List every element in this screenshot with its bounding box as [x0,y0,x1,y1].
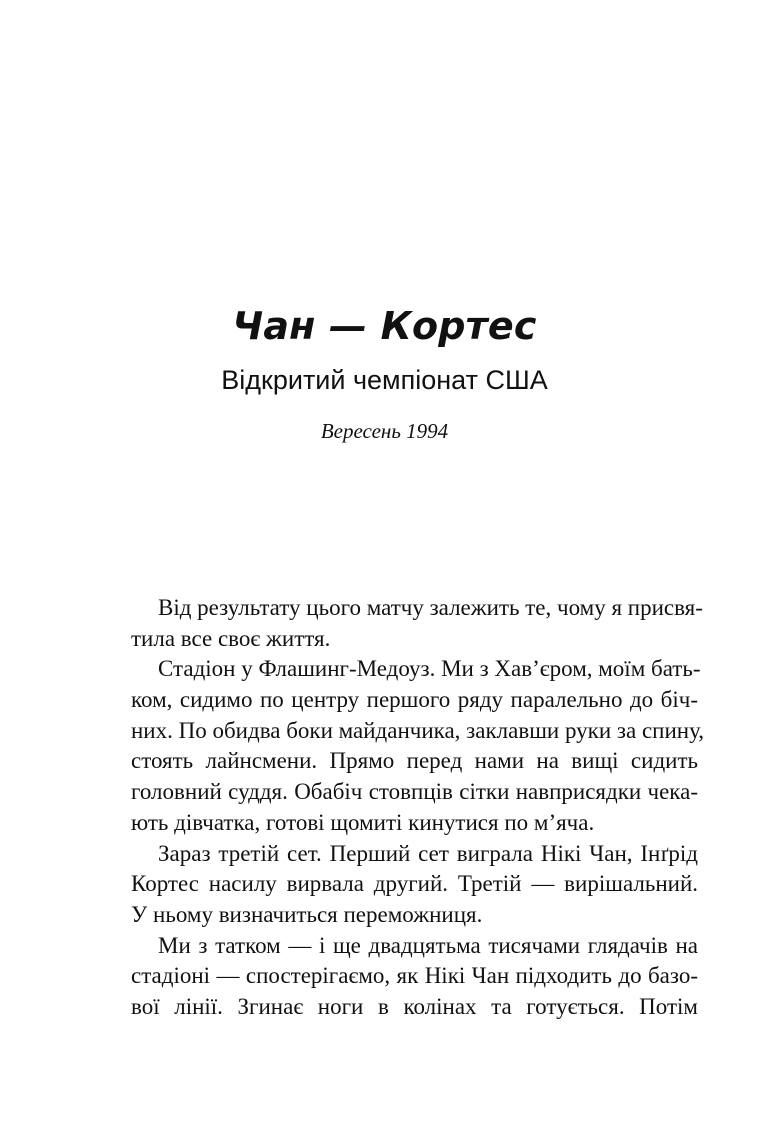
body-line: тила все своє життя. [131,625,331,651]
chapter-date: Вересень 1994 [320,419,449,443]
body-line: Від результату цього матчу залежить те, чому я присвя- [158,595,703,620]
body-line: них. По обидва боки майданчика, заклавши руки за спину, [131,717,705,743]
body-line: головний суддя. Обабіч стовпців сітки навприсядки чека- [131,779,698,805]
body-line: ком, сидимо по центру першого ряду паралельно до біч- [131,687,698,713]
chapter-title: Чан — Кортес [232,304,537,348]
body-line: вої лінії. Згинає ноги в колінах та готується. Потім [131,993,698,1019]
body-line: стадіоні — спостерігаємо, як Нікі Чан підходить до базо- [131,963,698,989]
body-line: Ми з татком — і ще двадцятьма тисячами глядачів на [158,932,698,958]
body-line: стоять лайнсмени. Прямо перед нами на вищі сидить [131,748,698,774]
chapter-subtitle: Відкритий чемпіонат США [221,365,548,395]
body-line: Кортес насилу вирвала другий. Третій — вирішальний. [131,871,698,897]
body-line: ють дівчатка, готові щомиті кинутися по м’яча. [131,809,595,835]
body-line: У ньому визначиться переможниця. [131,901,483,927]
body-line: Зараз третій сет. Перший сет виграла Нікі Чан, Інґрід [158,840,698,866]
body-line: Стадіон у Флашинг-Медоуз. Ми з Хав’єром, моїм бать- [158,656,701,682]
chapter-body [131,593,705,1023]
